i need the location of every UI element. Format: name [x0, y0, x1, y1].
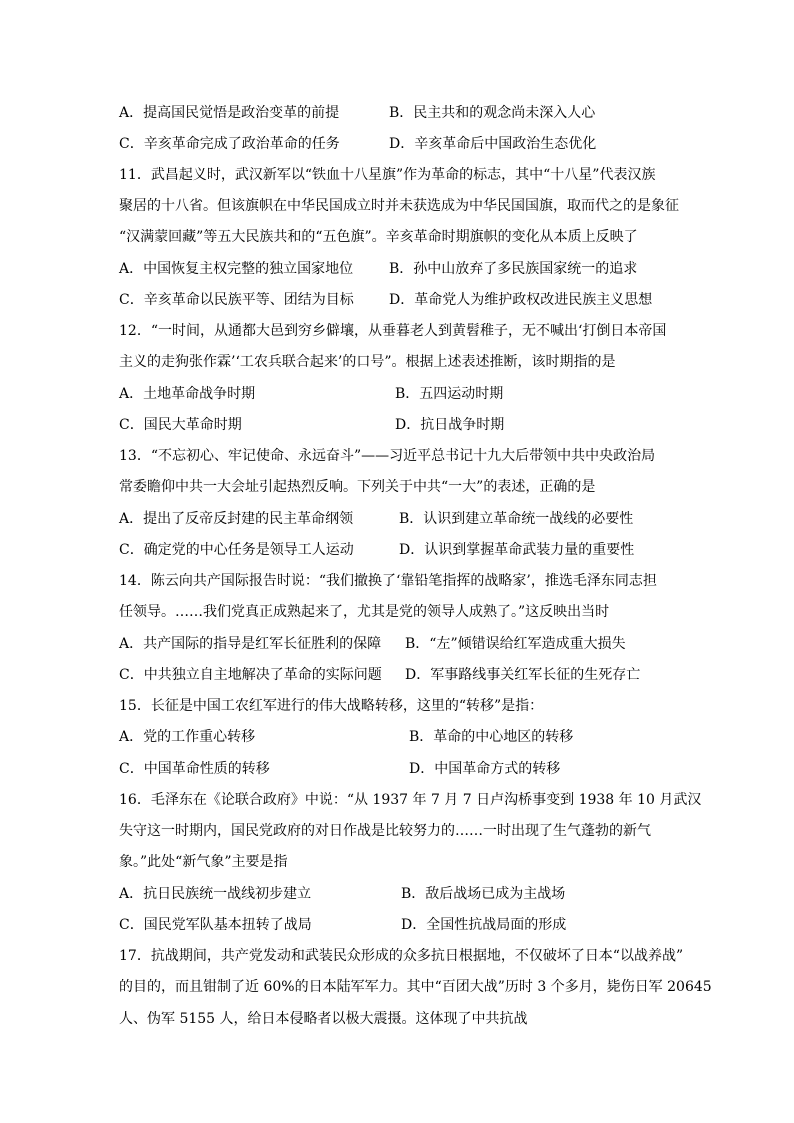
q12-stem-line-2: 主义的走狗张作霖’‘工农兵联合起来’的口号”。根据上述表述推断，该时期指的是 — [119, 354, 616, 370]
q16-stem-line-1: 16．毛泽东在《论联合政府》中说：“从 1937 年 7 月 7 日卢沟桥事变到 1938 年 10 月武汉 — [119, 792, 702, 808]
q12-options-row-1 — [119, 386, 679, 402]
q16-option-b: B．敌后战场已成为主战场 — [401, 886, 566, 902]
q10-options-row-1 — [119, 105, 679, 121]
q14-options-row-1 — [119, 636, 679, 652]
q14-stem-line-2: 任领导。……我们党真正成熟起来了，尤其是党的领导人成熟了。”这反映出当时 — [119, 604, 610, 620]
q14-stem-line-1: 14．陈云向共产国际报告时说：“我们撤换了‘靠铅笔指挥的战略家’，推选毛泽东同志担 — [119, 573, 657, 589]
q11-option-a: A．中国恢复主权完整的独立国家地位 — [119, 261, 354, 277]
q11-option-c: C．辛亥革命以民族平等、团结为目标 — [119, 292, 354, 308]
q15-option-c: C．中国革命性质的转移 — [119, 761, 270, 777]
q17-stem-line-3: 人、伪军 5155 人，给日本侵略者以极大震摄。这体现了中共抗战 — [119, 1011, 528, 1027]
q11-options-row-1 — [119, 261, 679, 277]
q11-stem-line-2: 聚居的十八省。但该旗帜在中华民国成立时并未获选成为中华民国国旗，取而代之的是象征 — [119, 198, 679, 214]
q16-stem-line-2: 失守这一时期内，国民党政府的对日作战是比较努力的……一时出现了生气蓬勃的新气 — [119, 823, 651, 839]
q11-stem-line-3: “汉满蒙回藏”等五大民族共和的“五色旗”。辛亥革命时期旗帜的变化从本质上反映了 — [119, 229, 638, 245]
q16-option-c: C．国民党军队基本扭转了战局 — [119, 917, 312, 933]
q15-option-d: D．中国革命方式的转移 — [409, 761, 561, 777]
q10-option-c: C．辛亥革命完成了政治革命的任务 — [119, 136, 340, 152]
q17-stem-line-1: 17．抗战期间，共产党发动和武装民众形成的众多抗日根据地，不仅破坏了日本“以战养战” — [119, 948, 684, 964]
q14-option-b: B．“左”倾错误给红军造成重大损失 — [405, 636, 626, 652]
q16-stem-line-3: 象。”此处“新气象”主要是指 — [119, 854, 288, 870]
q16-option-a: A．抗日民族统一战线初步建立 — [119, 886, 312, 902]
q14-option-c: C．中共独立自主地解决了革命的实际问题 — [119, 667, 382, 683]
q12-option-b: B．五四运动时期 — [395, 386, 504, 402]
q13-options-row-1 — [119, 511, 679, 527]
q13-option-c: C．确定党的中心任务是领导工人运动 — [119, 542, 354, 558]
q15-stem-line-1: 15．长征是中国工农红军进行的伟大战略转移，这里的“转移”是指： — [119, 698, 544, 714]
q16-options-row-1 — [119, 886, 679, 902]
q13-options-row-2 — [119, 542, 679, 558]
q12-options-row-2 — [119, 417, 679, 433]
q10-options-row-2 — [119, 136, 679, 152]
q12-option-c: C．国民大革命时期 — [119, 417, 242, 433]
q16-option-d: D．全国性抗战局面的形成 — [401, 917, 567, 933]
q13-option-a: A．提出了反帝反封建的民主革命纲领 — [119, 511, 354, 527]
q11-option-d: D．革命党人为维护政权改进民族主义思想 — [389, 292, 653, 308]
q11-options-row-2 — [119, 292, 679, 308]
q15-option-a: A．党的工作重心转移 — [119, 729, 256, 745]
q13-stem-line-2: 常委瞻仰中共一大会址引起热烈反响。下列关于中共“一大”的表述，正确的是 — [119, 479, 596, 495]
q14-option-d: D．军事路线事关红军长征的生死存亡 — [405, 667, 641, 683]
q10-option-a: A．提高国民觉悟是政治变革的前提 — [119, 105, 340, 121]
q16-options-row-2 — [119, 917, 679, 933]
q13-option-b: B．认识到建立革命统一战线的必要性 — [399, 511, 634, 527]
q12-stem-line-1: 12．“一时间，从通都大邑到穷乡僻壤，从垂暮老人到黄髫稚子，无不喊出‘打倒日本帝国 — [119, 323, 667, 339]
q11-stem-line-1: 11．武昌起义时，武汉新军以“铁血十八星旗”作为革命的标志，其中“十八星”代表汉族 — [119, 167, 656, 183]
q13-option-d: D．认识到掌握革命武装力量的重要性 — [399, 542, 635, 558]
q17-stem-line-2: 的目的，而且钳制了近 60%的日本陆军军力。其中“百团大战”历时 3 个多月，毙伤日军 20645 — [119, 979, 712, 995]
q15-options-row-1 — [119, 729, 679, 745]
q12-option-d: D．抗日战争时期 — [395, 417, 505, 433]
q13-stem-line-1: 13．“不忘初心、牢记使命、永远奋斗”——习近平总书记十九大后带领中共中央政治局 — [119, 448, 656, 464]
q14-option-a: A．共产国际的指导是红军长征胜利的保障 — [119, 636, 382, 652]
q15-option-b: B．革命的中心地区的转移 — [409, 729, 574, 745]
q12-option-a: A．土地革命战争时期 — [119, 386, 256, 402]
q14-options-row-2 — [119, 667, 679, 683]
q15-options-row-2 — [119, 761, 679, 777]
q11-option-b: B．孙中山放弃了多民族国家统一的追求 — [389, 261, 638, 277]
q10-option-d: D．辛亥革命后中国政治生态优化 — [389, 136, 597, 152]
q10-option-b: B．民主共和的观念尚未深入人心 — [389, 105, 596, 121]
